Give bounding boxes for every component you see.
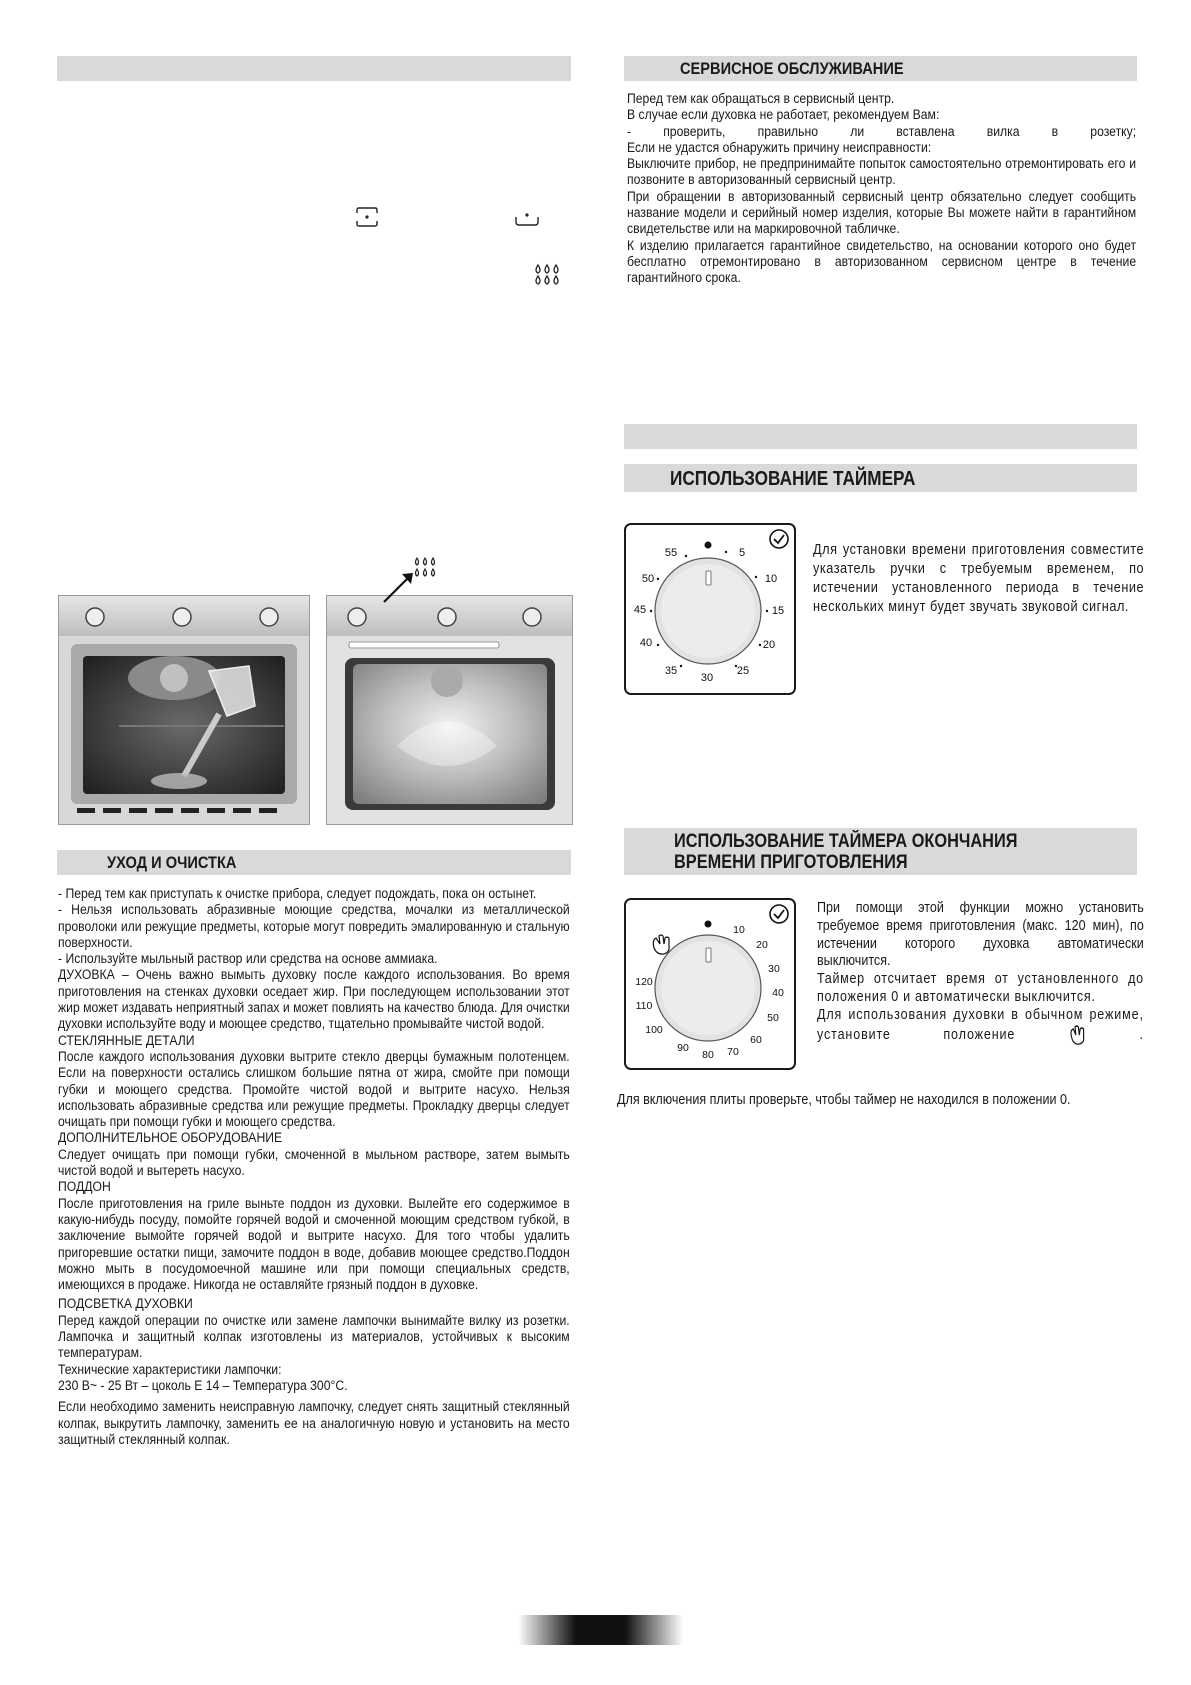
- dial-label: 70: [727, 1046, 739, 1058]
- blank-section-bar: [57, 56, 571, 81]
- accessories-text: Следует очищать при помощи губки, смоченной в мыльном растворе, затем вымыть чистой водой и вытереть насухо.: [58, 1146, 570, 1180]
- service-body: [627, 91, 1191, 287]
- end-timer-paragraph: Таймер отсчитает время от установленного до положения 0 и автоматически выключится.: [817, 971, 1144, 1005]
- care-section-title: УХОД И ОЧИСТКА: [107, 853, 237, 872]
- service-line: При обращении в авторизованный сервисный центр обязательно следует сообщить название модели и серийный номер изделия, которые Вы можете найти в гарантийном свидетельстве или на маркировочной табличке.: [627, 188, 1137, 238]
- light-heading: ПОДСВЕТКА ДУХОВКИ: [58, 1296, 193, 1313]
- dial-label: 35: [664, 665, 678, 677]
- dial-label: 20: [756, 939, 768, 951]
- service-line: К изделию прилагается гарантийное свидетельство, на основании которого оно будет бесплатно отремонтировано в авторизованном сервисном центре в течение гарантийного срока.: [627, 237, 1137, 287]
- end-timer-section-bar: [624, 828, 1137, 875]
- oven-steam-photo: [326, 595, 573, 825]
- end-timer-text: [817, 900, 1191, 1045]
- timer-note: [617, 1092, 1191, 1108]
- timer-description: Для установки времени приготовления совместите указатель ручки с требуемым временем, по истечении установленного периода в течение нескольких минут будет звучать звуковой сигнал.: [813, 542, 1145, 615]
- dial-label: 10: [764, 573, 778, 585]
- dial-label: 30: [700, 672, 714, 684]
- clock-check-icon: [770, 905, 788, 923]
- dial-label: 5: [738, 547, 746, 559]
- dial-label: 45: [633, 604, 647, 616]
- dial-label: 15: [771, 605, 785, 617]
- end-timer-title-line2: ВРЕМЕНИ ПРИГОТОВЛЕНИЯ: [674, 852, 908, 873]
- timer-text: [813, 541, 1191, 617]
- light-text: Перед каждой операции по очистке или замене лампочки вынимайте вилку из розетки. Лампочка и защитный колпак изготовлены из материалов, устойчивых к высоким температурам.: [58, 1312, 570, 1362]
- dial-label: 40: [772, 987, 784, 999]
- accessories-heading: ДОПОЛНИТЕЛЬНОЕ ОБОРУДОВАНИЕ: [58, 1130, 283, 1147]
- page-number-tab: [518, 1615, 683, 1645]
- end-timer-dial: [626, 900, 794, 1068]
- dial-label: 50: [767, 1012, 779, 1024]
- end-timer-manual-text: Для использования духовки в обычном режиме, установите положение: [817, 1006, 1144, 1043]
- blank-section-bar-2: [624, 424, 1137, 449]
- dial-label: 55: [664, 547, 678, 559]
- service-section-bar: [624, 56, 1137, 81]
- end-timer-paragraph: При помощи этой функции можно установить требуемое время приготовления (макс. 120 мин), по истечении которого духовка автоматически выключится.: [817, 900, 1144, 970]
- tray-text: После приготовления на гриле выньте поддон из духовки. Вылейте его содержимое в какую-нибудь посуду, помойте горячей водой и смоченной моющим средством губкой, в заключение вымойте горячей водой и вытрите насухо. Для того чтобы удалить пригоревшие остатки пищи, замочите поддон в воде, добавив моющее средство.Поддон можно мыть в посудомоечной машине или при помощи специальных средств, имеющихся в продаже. Никогда не оставляйте грязный поддон в духовке.: [58, 1195, 570, 1294]
- dial-label: 100: [645, 1024, 663, 1036]
- care-paragraph: - Используйте мыльный раствор или средства на основе аммиака.: [58, 951, 438, 968]
- light-specs-value: 230 В~ - 25 Вт – цоколь Е 14 – Температура 300°С.: [58, 1377, 348, 1394]
- clock-check-icon: [770, 530, 788, 548]
- service-line: - проверить, правильно ли вставлена вилка в розетку;: [627, 123, 1137, 140]
- dial-label: 110: [635, 1000, 653, 1012]
- minute-timer-dial: [626, 525, 794, 693]
- service-line: Перед тем как обращаться в сервисный центр.: [627, 91, 895, 107]
- end-timer-dial-figure: [624, 898, 796, 1070]
- lamp-symbol-bottom-icon: [514, 211, 540, 227]
- dial-label: 120: [635, 976, 653, 988]
- dial-label: 20: [762, 639, 776, 651]
- care-section-bar: [57, 850, 571, 875]
- care-body: [58, 886, 653, 1448]
- care-paragraph: - Нельзя использовать абразивные моющие средства, мочалки из металлической проволоки или режущие предметы, которые могут повредить эмалированную и стальную поверхности.: [58, 902, 570, 951]
- lamp-symbol-top-icon: [355, 207, 379, 227]
- end-timer-paragraph: Для использования духовки в обычном режиме, установите положение .: [817, 1007, 1144, 1045]
- glass-text: После каждого использования духовки вытрите стекло дверцы бумажным полотенцем. Если на поверхности остались слишком большие пятна от жира, смойте при помощи губки и моющего средства. Промойте чистой водой и вытрите насухо. Нельзя использовать абразивные средства или режущие предметы. Прокладку дверцы следует очищать при помощи губки и моющего средства.: [58, 1048, 570, 1131]
- water-drops-icon: [533, 263, 561, 287]
- dial-label: 50: [641, 573, 655, 585]
- timer-section-bar: [624, 464, 1137, 492]
- dial-label: 80: [702, 1049, 714, 1061]
- timer-note-text: Для включения плиты проверьте, чтобы таймер не находился в положении 0.: [617, 1092, 1071, 1108]
- dial-label: 25: [736, 665, 750, 677]
- service-line: Если не удастся обнаружить причину неисправности:: [627, 139, 932, 156]
- drops-arrow-icon: [380, 556, 450, 606]
- service-section-title: СЕРВИСНОЕ ОБСЛУЖИВАНИЕ: [680, 59, 904, 78]
- dial-label: 10: [733, 924, 745, 936]
- minute-timer-dial-figure: [624, 523, 796, 695]
- light-specs-label: Технические характеристики лампочки:: [58, 1361, 282, 1378]
- service-line: В случае если духовка не работает, рекомендуем Вам:: [627, 107, 940, 124]
- manual-hand-icon: [653, 935, 669, 954]
- care-paragraph: - Перед тем как приступать к очистке прибора, следует подождать, пока он остынет.: [58, 886, 537, 902]
- light-text-2: Если необходимо заменить неисправную лампочку, следует снять защитный стеклянный колпак, выкрутить лампочку, заменить ее на аналогичную новую и установить на место защитный стеклянный колпак.: [58, 1399, 570, 1448]
- dial-label: 30: [768, 963, 780, 975]
- dial-label: 60: [750, 1034, 762, 1046]
- glass-heading: СТЕКЛЯННЫЕ ДЕТАЛИ: [58, 1032, 195, 1049]
- dial-label: 90: [677, 1042, 689, 1054]
- dial-label: 40: [639, 637, 653, 649]
- oven-cleaning-photo: [58, 595, 310, 825]
- service-line: Выключите прибор, не предпринимайте попыток самостоятельно отремонтировать его и позвоните в авторизованный сервисный центр.: [627, 156, 1137, 189]
- timer-section-title: ИСПОЛЬЗОВАНИЕ ТАЙМЕРА: [670, 468, 916, 490]
- tray-heading: ПОДДОН: [58, 1179, 111, 1196]
- end-timer-title-line1: ИСПОЛЬЗОВАНИЕ ТАЙМЕРА ОКОНЧАНИЯ: [674, 831, 1018, 852]
- manual-hand-icon: [1068, 1025, 1087, 1045]
- dial-marker: [705, 921, 712, 928]
- dial-marker: [705, 542, 712, 549]
- care-paragraph: ДУХОВКА – Очень важно вымыть духовку после каждого использования. Во время приготовления на стенках духовки оседает жир. При последующем использовании этот жир может издавать неприятный запах и может повлиять на качество блюда. Для очистки духовки используйте воду и моющее средство, тщательно промывайте чистой водой.: [58, 967, 570, 1033]
